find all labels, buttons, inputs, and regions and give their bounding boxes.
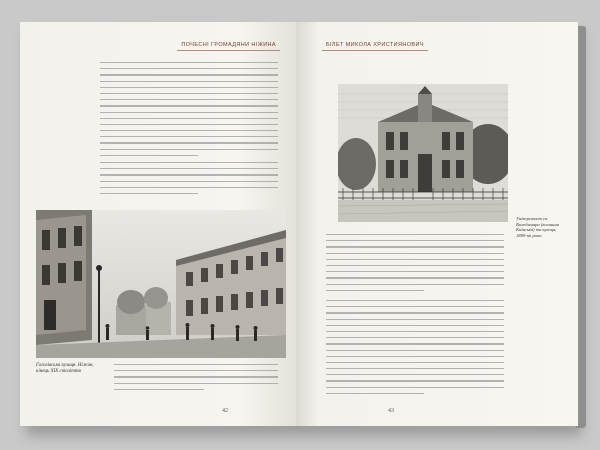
right-page (296, 22, 578, 426)
right-building-photo (338, 84, 508, 222)
right-running-head: БІЛЕТ МИКОЛА ХРИСТИЯНОВИЧ (326, 42, 424, 48)
left-running-head: ПОЧЕСНІ ГРОМАДЯНИ НІЖИНА (181, 42, 276, 48)
right-page-number: 43 (388, 408, 394, 414)
left-paragraph-middle (100, 162, 278, 202)
left-photo-caption: Гоголівська вулиця. Ніжин, кінець ХІХ століття (36, 363, 94, 374)
right-text-lines-bottom (326, 300, 504, 394)
building-engraving-image (338, 84, 508, 222)
right-paragraph-bottom (326, 300, 504, 398)
right-text-lines-top (326, 234, 504, 291)
left-text-lines-bottom (114, 364, 278, 390)
left-page (20, 22, 296, 426)
right-paragraph-top (326, 234, 504, 296)
left-paragraph-bottom (114, 364, 278, 398)
open-book (20, 22, 582, 434)
right-photo-caption: Університет св. Володимира (колишня Київська) та вулиця, 1880-ті роки (516, 216, 559, 238)
left-text-lines-middle (100, 162, 278, 194)
street-scene-image (36, 210, 286, 358)
left-text-lines-top (100, 62, 278, 156)
left-paragraph-top (100, 62, 278, 158)
left-street-photo (36, 210, 286, 358)
left-page-number: 42 (222, 408, 228, 414)
